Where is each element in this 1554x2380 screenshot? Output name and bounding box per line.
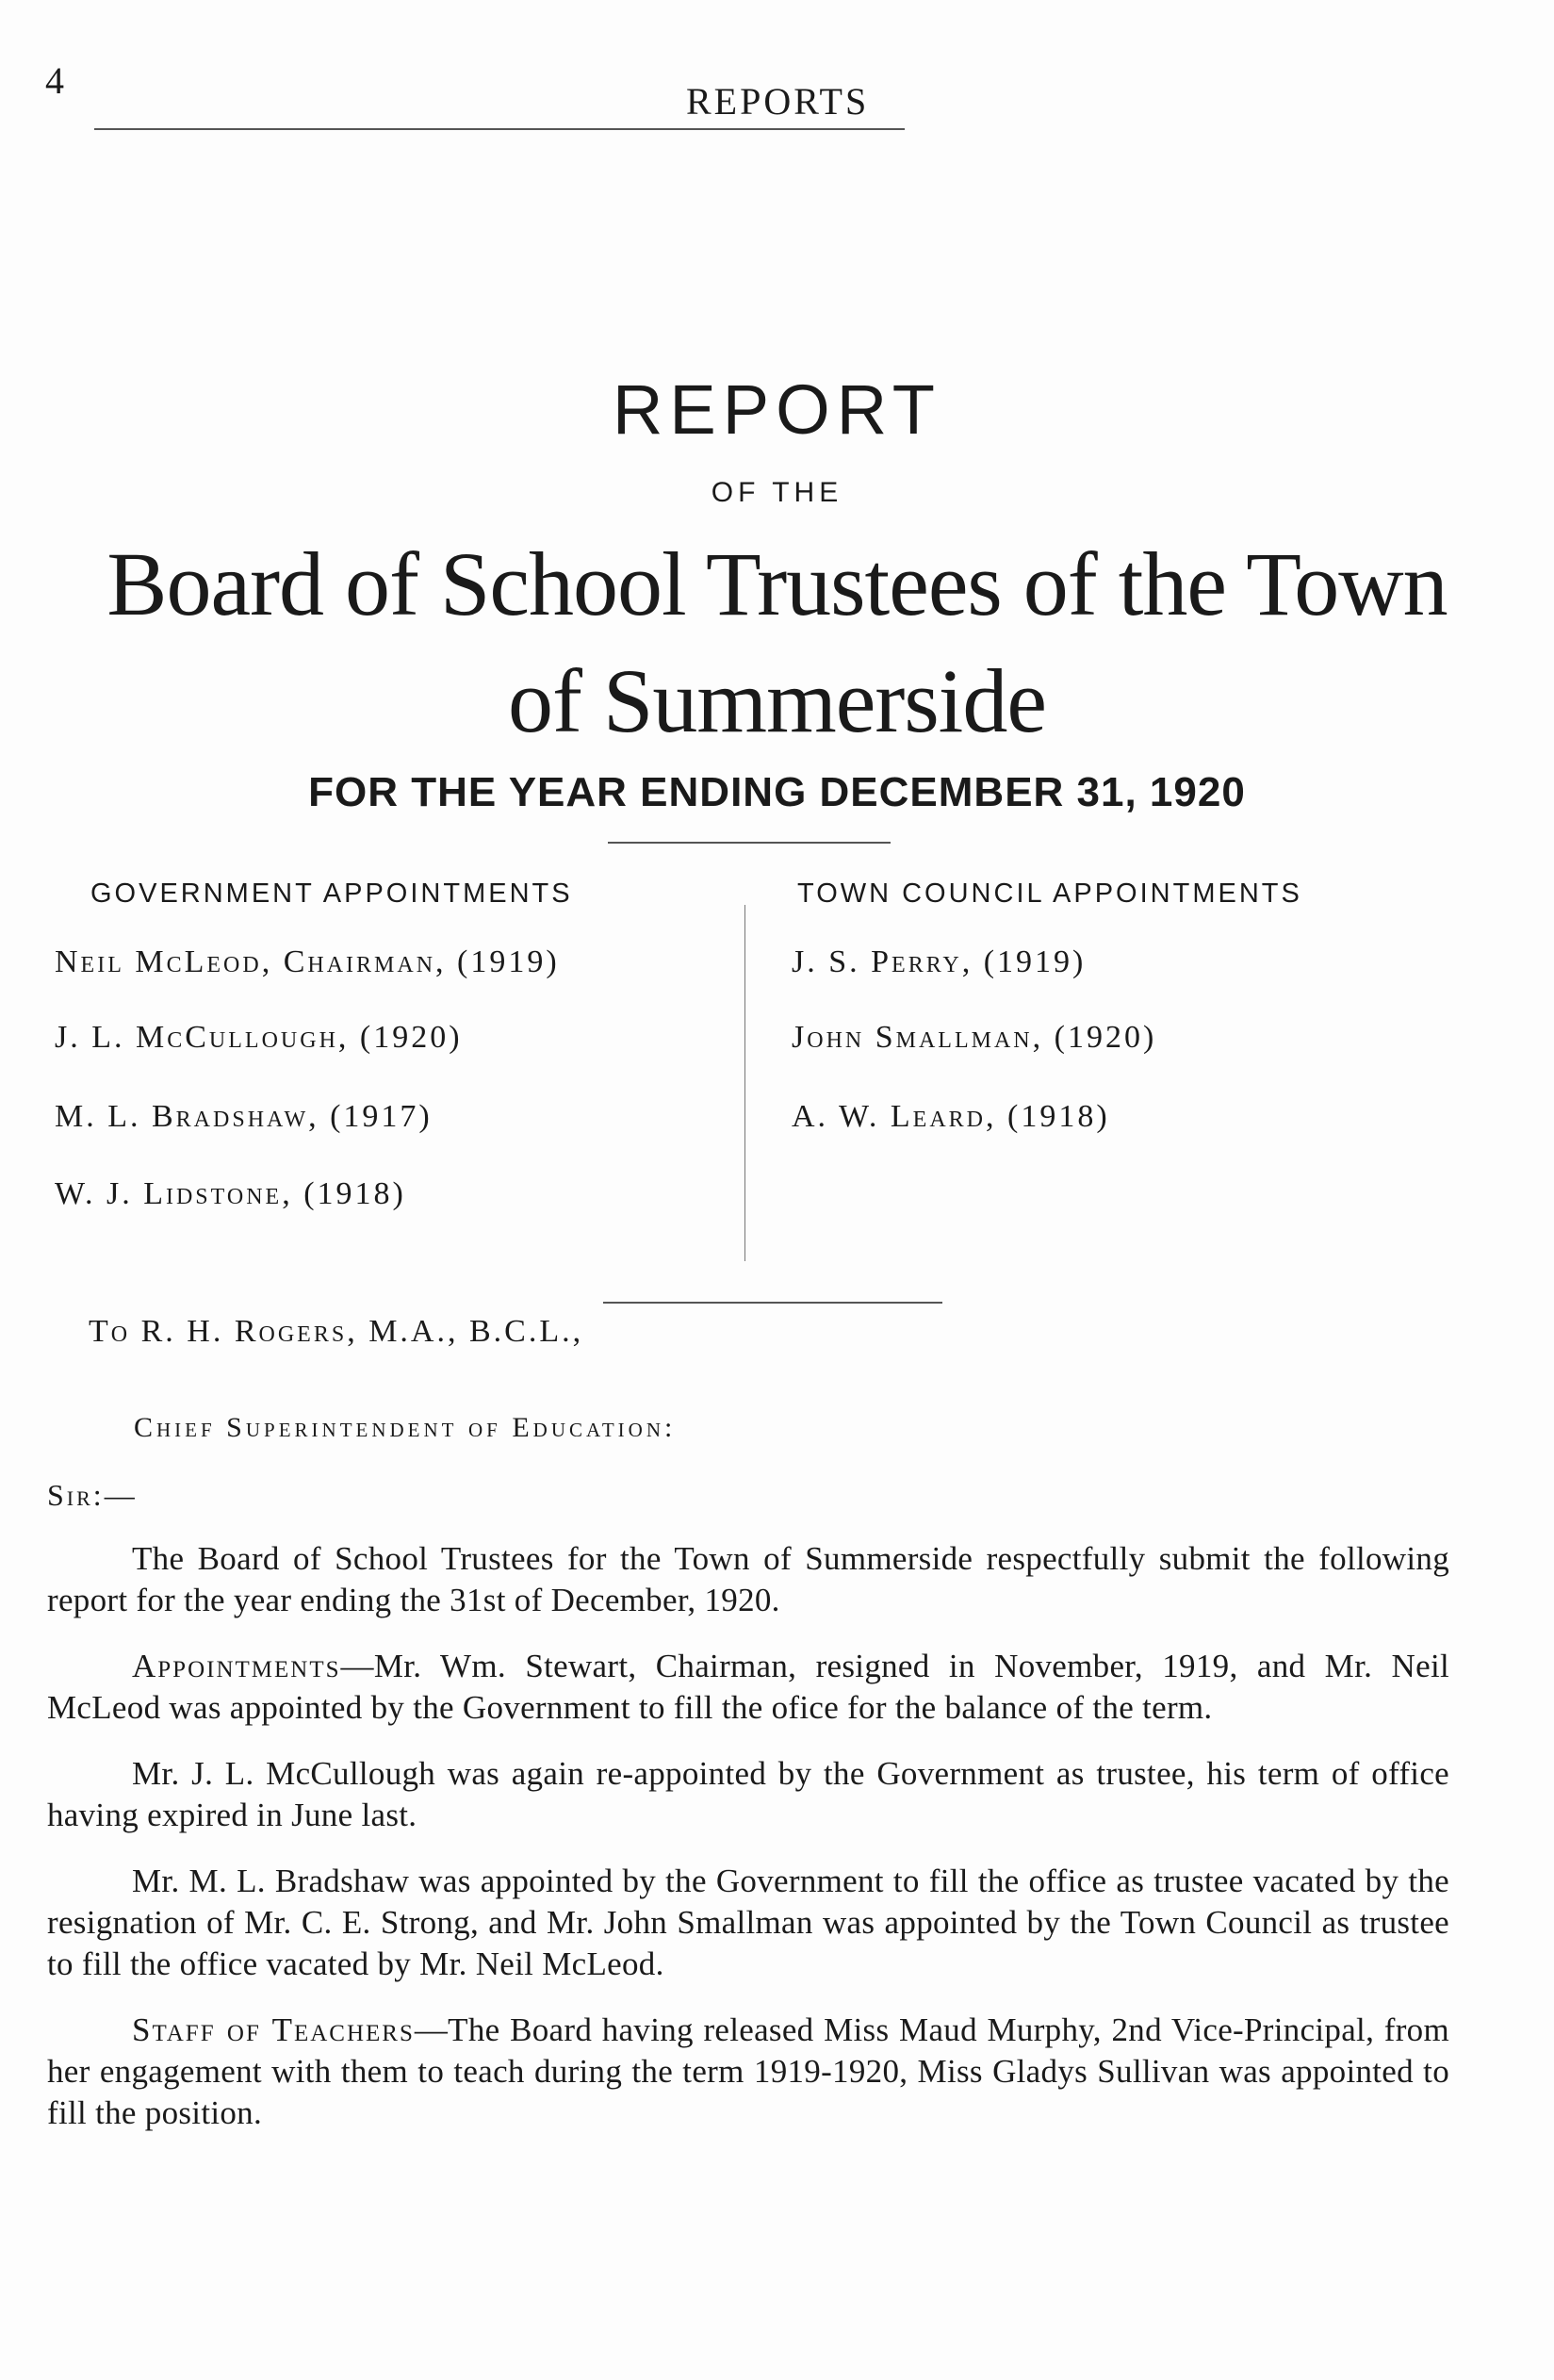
town-council-appointee: A. W. Leard, (1918) <box>792 1099 1110 1134</box>
appointments-run-in-heading: Appointments <box>132 1648 341 1684</box>
title-of-the: OF THE <box>711 477 843 508</box>
letter-body <box>47 1538 1449 2158</box>
addressee-title: Chief Superintendent of Education: <box>134 1412 677 1443</box>
header-rule <box>94 128 905 130</box>
government-appointee: J. L. McCullough, (1920) <box>55 1020 463 1055</box>
government-appointments-heading: GOVERNMENT APPOINTMENTS <box>90 878 573 909</box>
board-title-line-1: Board of School Trustees of the Town <box>106 533 1448 634</box>
staff-run-in-heading: Staff of Teachers <box>132 2011 415 2048</box>
town-council-appointments-heading: TOWN COUNCIL APPOINTMENTS <box>797 878 1302 909</box>
paragraph-staff <box>47 2010 1449 2134</box>
staff-text: —The Board having released Miss Maud Murphy, 2nd Vice-Principal, from her engagement with them to teach during the term 1919-1920, Miss Gladys Sullivan was appointed to fill the position. <box>47 2011 1449 2131</box>
letter-addressee: To R. H. Rogers, M.A., B.C.L., <box>89 1314 584 1349</box>
government-appointee: Neil McLeod, Chairman, (1919) <box>55 944 560 979</box>
paragraph-bradshaw: Mr. M. L. Bradshaw was appointed by the Government to fill the office as trustee vacated by the resignation of Mr. C. E. Strong, and Mr. John Smallman was appointed by the Town Council as trustee to fill the office vacated by Mr. Neil McLeod. <box>47 1863 1449 1982</box>
paragraph-appointments <box>47 1646 1449 1729</box>
section-rule <box>603 1302 942 1304</box>
report-subtitle: FOR THE YEAR ENDING DECEMBER 31, 1920 <box>308 769 1246 815</box>
town-council-appointee: John Smallman, (1920) <box>792 1020 1157 1055</box>
report-title: REPORT <box>612 370 942 449</box>
title-rule <box>608 842 891 844</box>
government-appointee: W. J. Lidstone, (1918) <box>55 1176 406 1211</box>
board-title-line-2: of Summerside <box>508 650 1046 751</box>
town-council-appointee: J. S. Perry, (1919) <box>792 944 1087 979</box>
government-appointee: M. L. Bradshaw, (1917) <box>55 1099 433 1134</box>
paragraph-mccullough: Mr. J. L. McCullough was again re-appointed by the Government as trustee, his term of office having expired in June last. <box>47 1755 1449 1833</box>
column-divider <box>744 905 745 1261</box>
paragraph-intro: The Board of School Trustees for the Town of Summerside respectfully submit the following report for the year ending the 31st of December, 1920. <box>47 1540 1449 1618</box>
appointments-text: —Mr. Wm. Stewart, Chairman, resigned in November, 1919, and Mr. Neil McLeod was appointed by the Government to fill the ofice for the balance of the term. <box>47 1648 1449 1726</box>
running-head: REPORTS <box>686 80 870 123</box>
page-number: 4 <box>45 59 64 102</box>
salutation: Sir:— <box>47 1478 138 1512</box>
